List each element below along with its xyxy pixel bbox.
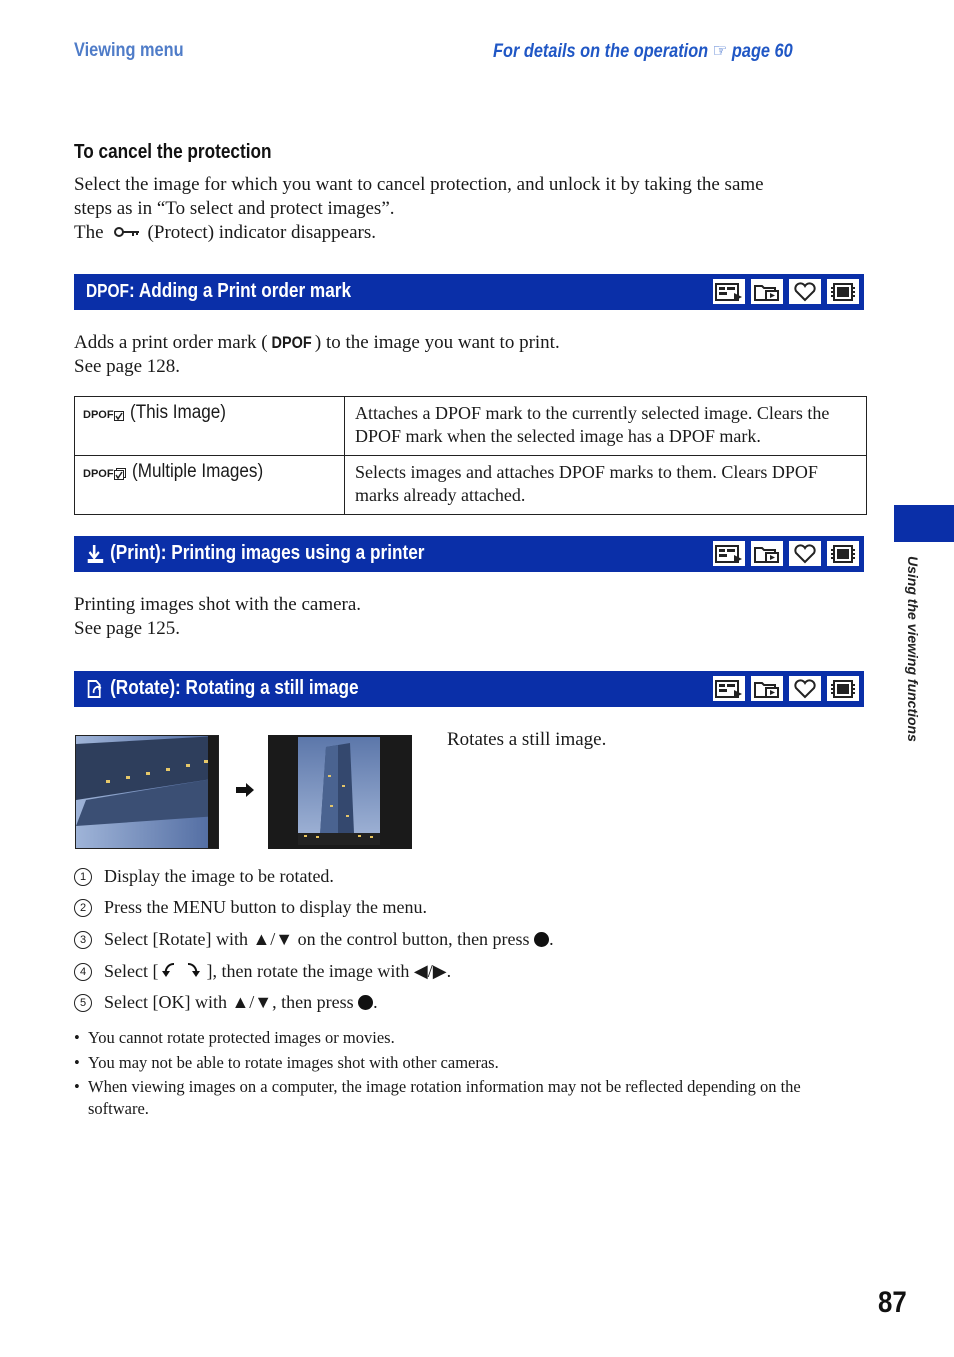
center-button-icon: [534, 932, 549, 947]
list-item: 3 Select [Rotate] with ▲/▼ on the control button, then press .: [74, 929, 554, 950]
rotate-section-bar: [74, 671, 864, 707]
list-item: 1 Display the image to be rotated.: [74, 866, 334, 887]
cancel-protection-text: [74, 173, 874, 245]
list-item: • You cannot rotate protected images or movies.: [74, 1028, 395, 1047]
rotate-description: Rotates a still image.: [447, 729, 607, 750]
date-view-icon: [712, 540, 746, 567]
text-line: Select the image for which you want to cancel protection, and unlock it by taking the same: [74, 174, 764, 195]
dpof-inline-icon: DPOF: [271, 333, 312, 352]
rotated-photo-before: [75, 735, 219, 849]
operation-reference-link[interactable]: For details on the operation ☞ page 60: [493, 41, 793, 62]
side-tab-marker: [894, 505, 954, 542]
side-tab-label: Using the viewing functions: [905, 556, 921, 742]
favorites-icon: [788, 675, 822, 702]
dpof-description: [74, 331, 874, 379]
dpof-icon: DPOF: [86, 281, 130, 301]
text-line: Adds a print order mark ( DPOF ) to the image you want to print.: [74, 332, 560, 353]
folder-view-icon: [750, 675, 784, 702]
mode-icons: [712, 540, 860, 567]
option-description: Attaches a DPOF mark to the currently selected image. Clears the DPOF mark when the selected image has a DPOF mark.: [345, 397, 867, 456]
right-arrow-icon: [234, 781, 256, 804]
favorites-icon: [788, 278, 822, 305]
list-item: 4 Select [ ], then rotate the image with ◀/▶.: [74, 960, 451, 983]
option-multiple-images: DPOF (Multiple Images): [75, 456, 345, 515]
list-item: 2 Press the MENU button to display the menu.: [74, 897, 427, 918]
list-item: • You may not be able to rotate images shot with other cameras.: [74, 1053, 499, 1072]
favorites-icon: [788, 540, 822, 567]
list-item: • When viewing images on a computer, the image rotation information may not be reflected depending on the software.: [74, 1077, 801, 1118]
list-item: 5 Select [OK] with ▲/▼, then press .: [74, 992, 378, 1013]
print-description: [74, 593, 874, 641]
table-row[interactable]: [75, 456, 867, 515]
internal-memory-icon: [826, 540, 860, 567]
mode-icons: [712, 675, 860, 702]
rotate-direction-icon: [160, 960, 204, 983]
key-protect-icon: [114, 221, 140, 245]
see-page-link[interactable]: See page 128.: [74, 356, 181, 377]
table-row[interactable]: [75, 397, 867, 456]
see-page-link[interactable]: See page 125.: [74, 618, 181, 639]
dpof-section-title: : Adding a Print order mark: [129, 280, 352, 302]
mode-icons: [712, 278, 860, 305]
dpof-options-table: [74, 396, 867, 515]
section-header: Viewing menu: [74, 40, 184, 61]
page-number: 87: [878, 1286, 907, 1319]
dpof-section-bar: [74, 274, 864, 310]
internal-memory-icon: [826, 278, 860, 305]
internal-memory-icon: [826, 675, 860, 702]
folder-view-icon: [750, 540, 784, 567]
option-description: Selects images and attaches DPOF marks to them. Clears DPOF marks already attached.: [345, 456, 867, 515]
date-view-icon: [712, 278, 746, 305]
dpof-multiple-icon: DPOF: [83, 468, 126, 480]
dpof-single-icon: DPOF: [83, 409, 124, 421]
center-button-icon: [358, 995, 373, 1010]
text-line: Printing images shot with the camera.: [74, 594, 362, 615]
cancel-protection-heading: To cancel the protection: [74, 141, 272, 163]
option-this-image: DPOF (This Image): [75, 397, 345, 456]
print-icon: [86, 543, 105, 565]
folder-view-icon: [750, 278, 784, 305]
date-view-icon: [712, 675, 746, 702]
rotate-icon: [86, 678, 105, 700]
print-section-bar: [74, 536, 864, 572]
print-section-title: (Print): Printing images using a printer: [110, 542, 425, 564]
rotated-photo-after: [268, 735, 412, 849]
text-line: The (Protect) indicator disappears.: [74, 222, 376, 243]
rotate-section-title: (Rotate): Rotating a still image: [110, 677, 359, 699]
text-line: steps as in “To select and protect images”.: [74, 198, 395, 219]
